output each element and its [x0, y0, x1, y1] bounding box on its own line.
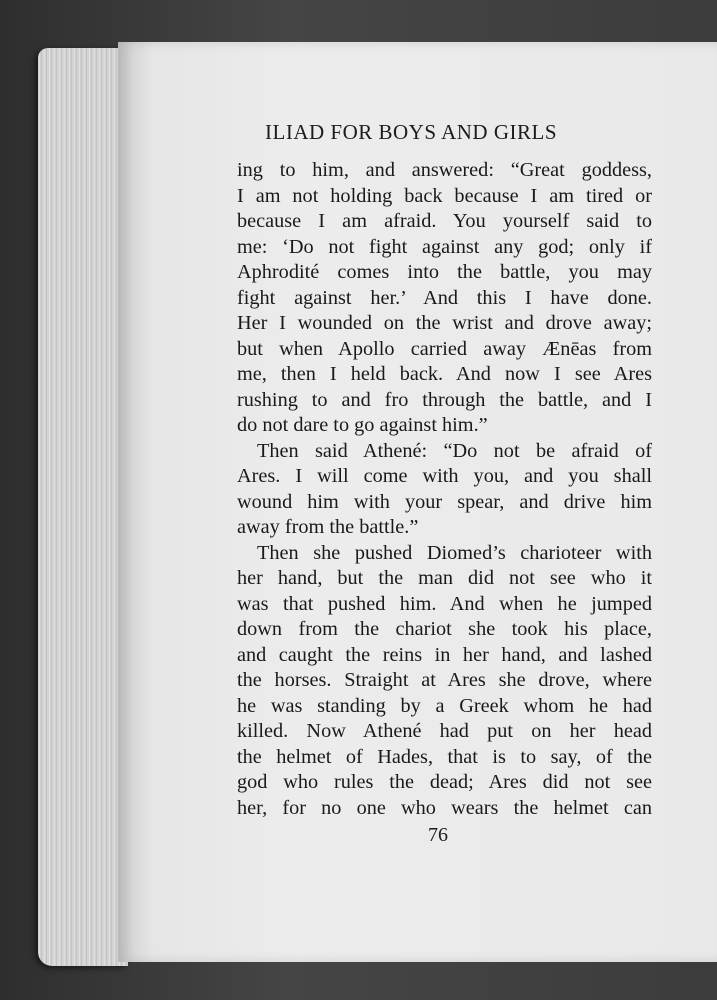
text-line: I am not holding back because I am tired or	[237, 184, 652, 207]
text-line: do not dare to go against him.”	[237, 414, 488, 436]
text-line: because I am afraid. You yourself said to	[237, 210, 652, 232]
text-line: the helmet of Hades, that is to say, of the	[237, 745, 652, 768]
text-line: Aphrodité comes into the battle, you may	[237, 261, 652, 283]
text-line: was that pushed him. And when he jumped	[237, 592, 652, 615]
text-line: Ares. I will come with you, and you shall	[237, 465, 652, 487]
text-line: and caught the reins in her hand, and lashed	[237, 643, 652, 666]
text-line: ing to him, and answered: “Great goddess,	[237, 159, 652, 181]
text-line: Her I wounded on the wrist and drove away;	[237, 312, 652, 334]
text-line: her hand, but the man did not see who it	[237, 567, 652, 589]
text-line: rushing to and fro through the battle, and I	[237, 388, 652, 411]
text-line: me, then I held back. And now I see Ares	[237, 363, 652, 385]
page-number: 76	[428, 824, 448, 846]
text-line: away from the battle.”	[237, 516, 419, 538]
running-head: ILIAD FOR BOYS AND GIRLS	[265, 120, 558, 144]
text-line: but when Apollo carried away Ænēas from	[237, 337, 652, 360]
text-line: Then she pushed Diomed’s charioteer with	[257, 541, 652, 564]
text-line: her, for no one who wears the helmet can	[237, 796, 652, 819]
text-line: the horses. Straight at Ares she drove, where	[237, 669, 652, 691]
text-line: fight against her.’ And this I have done.	[237, 286, 652, 309]
text-line: god who rules the dead; Ares did not see	[237, 771, 652, 793]
text-line: wound him with your spear, and drive him	[237, 490, 652, 513]
body-text	[237, 158, 652, 821]
text-line: down from the chariot she took his place,	[237, 618, 652, 640]
text-line: me: ‘Do not fight against any god; only if	[237, 235, 652, 258]
page-edges	[38, 48, 128, 966]
text-line: killed. Now Athené had put on her head	[237, 720, 652, 742]
text-line: Then said Athené: “Do not be afraid of	[257, 439, 652, 462]
text-line: he was standing by a Greek whom he had	[237, 694, 652, 717]
